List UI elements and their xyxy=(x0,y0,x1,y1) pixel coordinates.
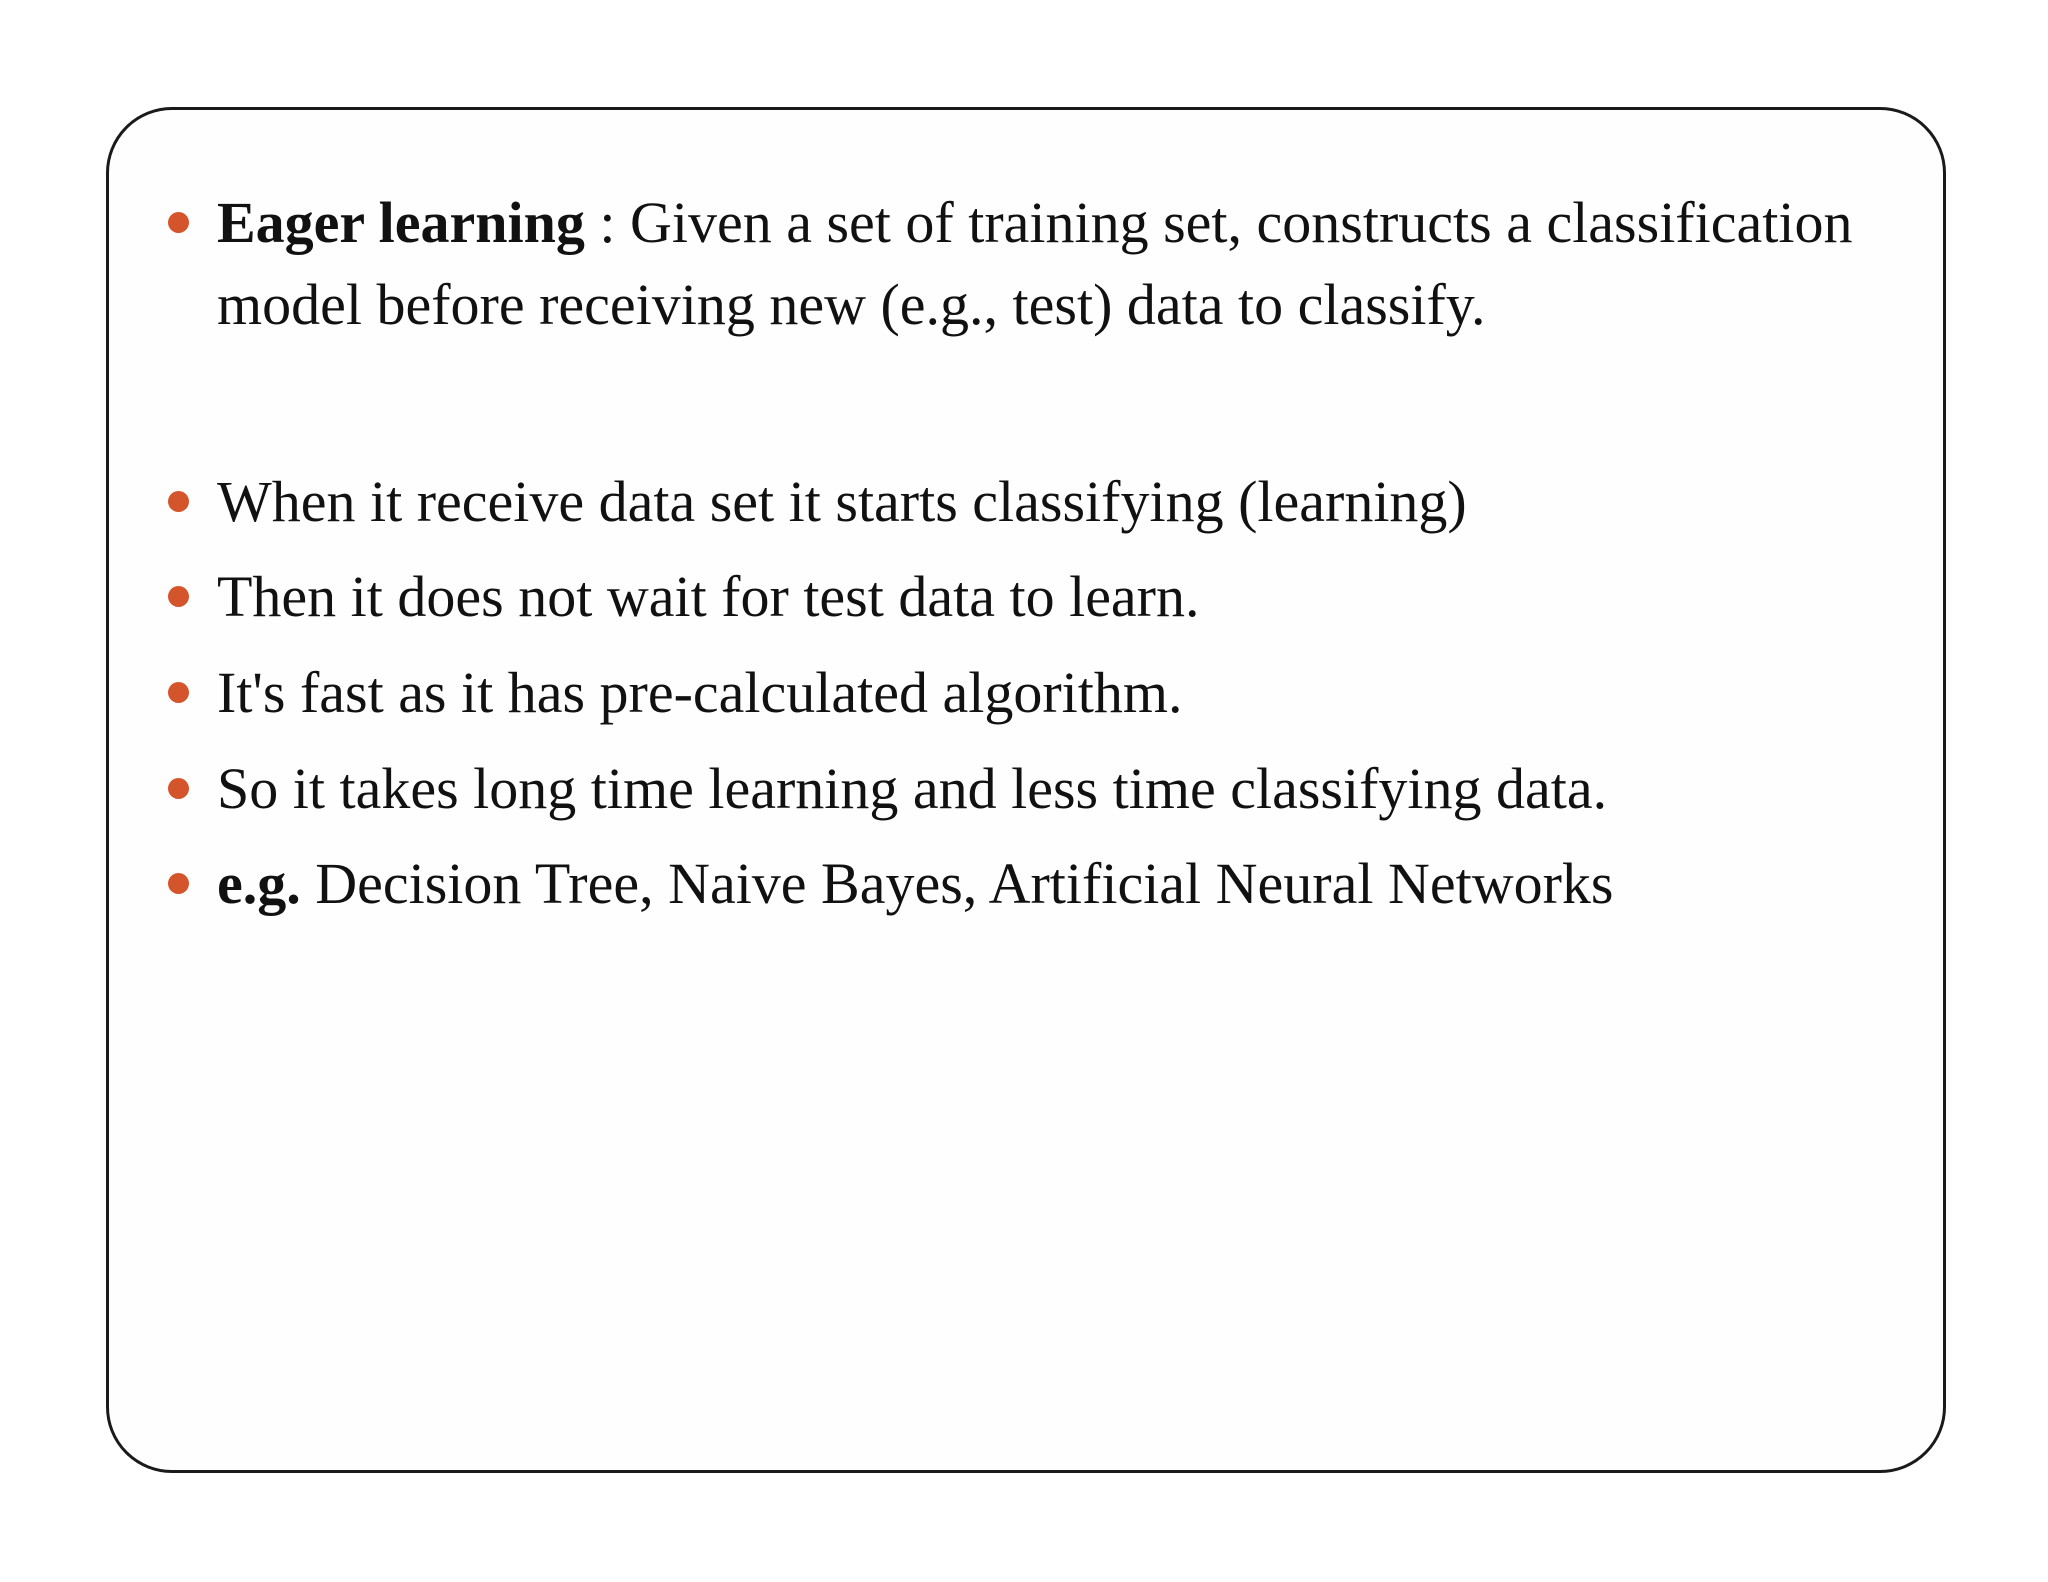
bullet-dot-icon xyxy=(168,873,189,894)
bullet-item-fast xyxy=(217,652,1917,734)
bullet-item-eager-learning xyxy=(217,182,1917,346)
bullet-term: e.g. xyxy=(217,851,301,916)
bullet-dot-icon xyxy=(168,586,189,607)
bullet-dot-icon xyxy=(168,682,189,703)
bullet-dot-icon xyxy=(168,778,189,799)
bullet-text: : Given a set of training set, constructs a classification model before receiving new (e.g., test) data to classify. xyxy=(217,190,1853,337)
bullet-text: Decision Tree, Naive Bayes, Artificial Neural Networks xyxy=(300,851,1614,916)
bullet-term: Eager learning xyxy=(217,190,585,255)
bullet-item-learning-time xyxy=(217,748,1917,830)
bullet-item-receive-data xyxy=(217,461,1917,543)
bullet-dot-icon xyxy=(168,491,189,512)
bullet-list xyxy=(109,110,1943,1470)
bullet-text: When it receive data set it starts classifying (learning) xyxy=(217,469,1467,534)
bullet-item-no-wait xyxy=(217,556,1917,638)
bullet-text: It's fast as it has pre-calculated algorithm. xyxy=(217,660,1183,725)
bullet-text: Then it does not wait for test data to learn. xyxy=(217,564,1200,629)
slide-frame xyxy=(106,107,1946,1473)
bullet-text: So it takes long time learning and less time classifying data. xyxy=(217,756,1608,821)
bullet-dot-icon xyxy=(168,212,189,233)
bullet-item-examples xyxy=(217,843,1917,925)
